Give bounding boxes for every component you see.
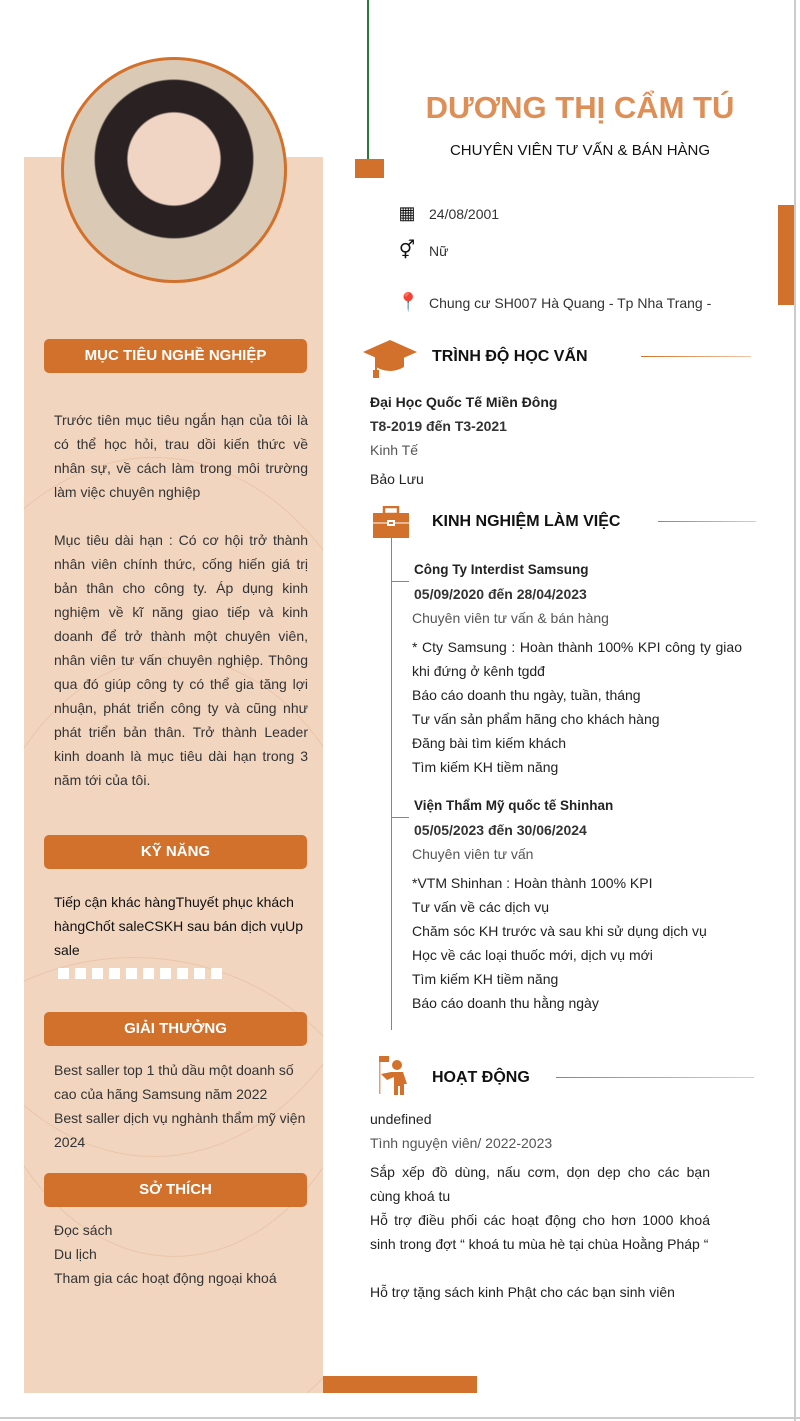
- job-detail: * Cty Samsung : Hoàn thành 100% KPI công ty giao khi đứng ở kênh tgdđ: [412, 639, 742, 679]
- education-status: Bảo Lưu: [370, 471, 424, 487]
- activities-heading: HOẠT ĐỘNG: [432, 1069, 530, 1086]
- award-item: Best saller dịch vụ nghành thẩm mỹ viện 2024: [54, 1110, 306, 1150]
- calendar-icon: ▦: [398, 203, 416, 223]
- job-detail: Báo cáo doanh thu hằng ngày: [412, 995, 599, 1011]
- job-detail: Báo cáo doanh thu ngày, tuần, tháng: [412, 687, 641, 703]
- activity-flag-icon: [377, 1055, 411, 1095]
- activity-org: undefined: [370, 1111, 432, 1127]
- job-detail: Đăng bài tìm kiếm khách: [412, 735, 567, 751]
- rating-dot: [126, 968, 137, 979]
- job-detail: Tìm kiếm KH tiềm năng: [412, 971, 559, 987]
- heading-rule: [556, 1077, 754, 1078]
- address: Chung cư SH007 Hà Quang - Tp Nha Trang -: [429, 294, 712, 311]
- rating-dot: [92, 968, 103, 979]
- activity-detail: Hỗ trợ điều phối các hoạt động cho hơn 1000 khoá sinh trong đợt “ khoá tu mùa hè tại chùa Hoằng Pháp “: [370, 1212, 710, 1252]
- rating-dot: [177, 968, 188, 979]
- rating-dot: [194, 968, 205, 979]
- skill-rating: [58, 966, 228, 984]
- location-pin-icon: 📍: [397, 292, 420, 312]
- rating-dot: [75, 968, 86, 979]
- hobby-item: Du lịch: [54, 1246, 97, 1262]
- graduation-cap-icon: [362, 338, 418, 380]
- hobbies-heading: SỞ THÍCH: [44, 1173, 307, 1207]
- job-detail: Tư vấn sản phẩm hãng cho khách hàng: [412, 711, 660, 727]
- job-detail: Tư vấn về các dịch vụ: [412, 899, 549, 915]
- experience-heading: KINH NGHIỆM LÀM VIỆC: [432, 513, 621, 530]
- decor-line: [367, 0, 369, 160]
- timeline-line: [391, 538, 392, 1030]
- rating-dot: [143, 968, 154, 979]
- job-detail: Tìm kiếm KH tiềm năng: [412, 759, 559, 775]
- activity-role: Tình nguyện viên/ 2022-2023: [370, 1135, 553, 1151]
- objective-heading: MỤC TIÊU NGHỀ NGHIỆP: [44, 339, 307, 373]
- rating-dot: [211, 968, 222, 979]
- award-item: Best saller top 1 thủ dầu một doanh số cao của hãng Samsung năm 2022: [54, 1062, 294, 1102]
- education-major: Kinh Tế: [370, 442, 418, 458]
- skills-heading: KỸ NĂNG: [44, 835, 307, 869]
- timeline-tick: [391, 817, 409, 818]
- skills-text: Tiếp cận khác hàngThuyết phục khách hàngChốt saleCSKH sau bán dịch vụUp sale: [54, 894, 304, 958]
- activity-detail: Hỗ trợ tặng sách kinh Phật cho các bạn sinh viên: [370, 1284, 675, 1300]
- job-title: CHUYÊN VIÊN TƯ VẤN & BÁN HÀNG: [449, 142, 711, 159]
- job-period: 05/05/2023 đến 30/06/2024: [414, 822, 587, 838]
- page-edge-bottom: [0, 1417, 800, 1419]
- hobby-item: Tham gia các hoạt động ngoại khoá: [54, 1270, 277, 1286]
- company-name: Công Ty Interdist Samsung: [414, 562, 589, 577]
- objective-short-term: Trước tiên mục tiêu ngắn hạn của tôi là có thể học hỏi, trau dồi kiến thức về nhân sự, về cách làm trong môi trường làm việc chuyên nghiệp: [54, 412, 308, 500]
- candidate-name: DƯƠNG THỊ CẨM TÚ: [425, 90, 735, 125]
- company-name: Viện Thẩm Mỹ quốc tế Shinhan: [414, 798, 614, 813]
- awards-heading: GIẢI THƯỞNG: [44, 1012, 307, 1046]
- rating-dot: [58, 968, 69, 979]
- gender-row: [397, 240, 448, 261]
- decor-bar: [778, 205, 794, 305]
- heading-rule: [658, 521, 756, 522]
- rating-dot: [109, 968, 120, 979]
- school-name: Đại Học Quốc Tế Miền Đông: [370, 394, 558, 410]
- briefcase-icon: [372, 506, 410, 538]
- heading-rule: [641, 356, 751, 357]
- job-period: 05/09/2020 đến 28/04/2023: [414, 586, 587, 602]
- job-role: Chuyên viên tư vấn & bán hàng: [412, 610, 609, 626]
- education-period: T8-2019 đến T3-2021: [370, 418, 507, 434]
- gender: Nữ: [429, 242, 449, 259]
- avatar: [61, 57, 287, 283]
- address-row: [397, 292, 711, 313]
- page-edge: [794, 0, 796, 1421]
- rating-dot: [160, 968, 171, 979]
- birthday-row: [397, 203, 499, 224]
- job-detail: Chăm sóc KH trước và sau khi sử dụng dịch vụ: [412, 923, 707, 939]
- birthday: 24/08/2001: [429, 205, 500, 222]
- decor-square: [355, 159, 384, 178]
- timeline-tick: [391, 581, 409, 582]
- gender-icon: ⚥: [398, 240, 416, 260]
- activity-detail: Sắp xếp đồ dùng, nấu cơm, dọn dẹp cho các bạn cùng khoá tu: [370, 1164, 710, 1204]
- job-detail: *VTM Shinhan : Hoàn thành 100% KPI: [412, 875, 653, 891]
- job-role: Chuyên viên tư vấn: [412, 846, 534, 862]
- objective-long-term: Mục tiêu dài hạn : Có cơ hội trở thành nhân viên chính thức, cống hiến giá trị bản thân cho công ty. Áp dụng kinh nghiệm về kĩ năng giao tiếp và kinh doanh để trở thành một chuyên viên, nhân viên tư vấn chuyên nghiệp. Thông qua đó giúp công ty có thể gia tăng lợi nhuận, phát triển công ty và cũng như phát triển bản thân. Trở thành Leader kinh doanh là mục tiêu dài hạn trong 3 năm tới của tôi.: [54, 532, 308, 788]
- job-detail: Học về các loại thuốc mới, dịch vụ mới: [412, 947, 653, 963]
- education-heading: TRÌNH ĐỘ HỌC VẤN: [432, 348, 588, 365]
- decor-bottom-bar: [323, 1376, 477, 1393]
- hobby-item: Đọc sách: [54, 1222, 113, 1238]
